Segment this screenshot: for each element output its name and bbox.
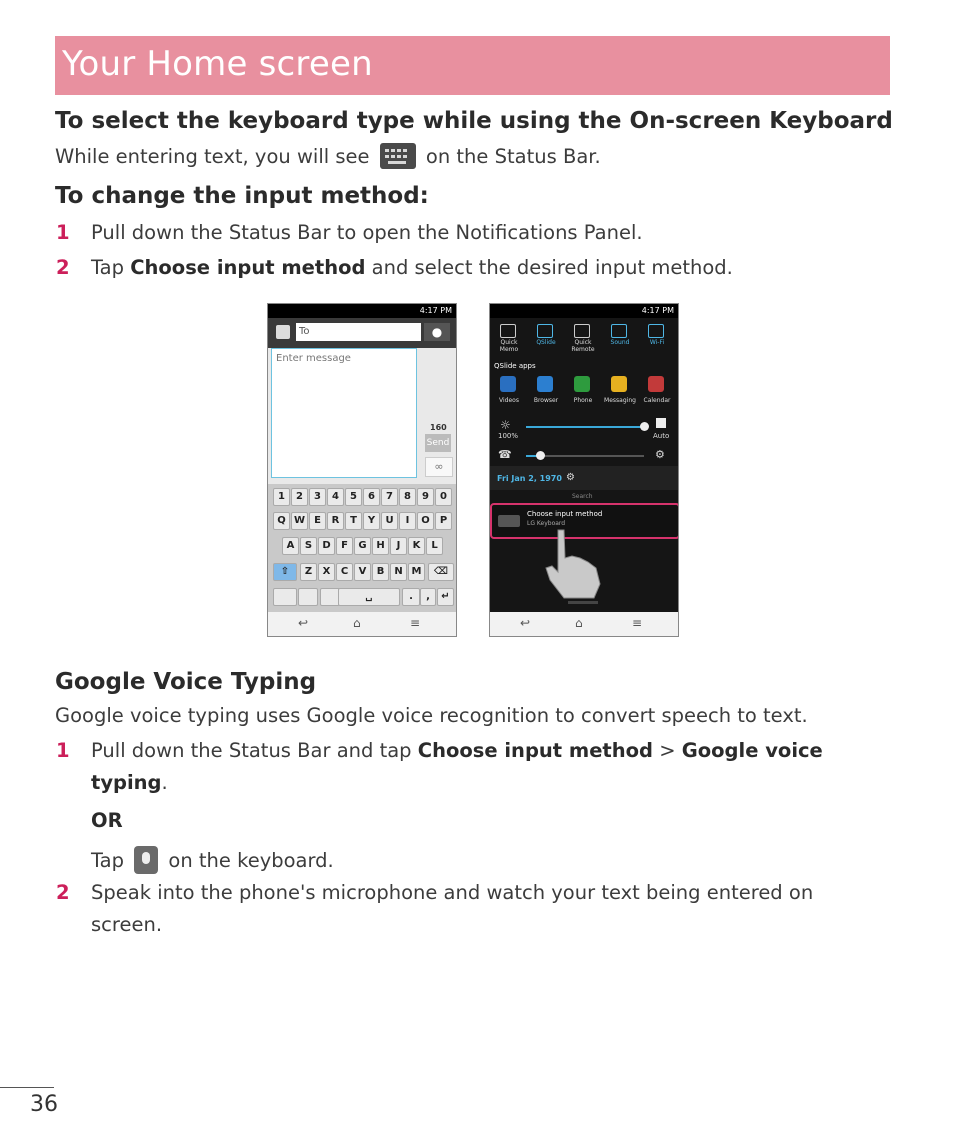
char-counter: 160 xyxy=(430,423,447,432)
quick-setting-icon[interactable] xyxy=(648,324,664,338)
step-text xyxy=(91,256,733,279)
key-f[interactable]: F xyxy=(336,537,353,555)
key-n[interactable]: N xyxy=(390,563,407,581)
app-label: Calendar xyxy=(643,397,671,404)
brightness-slider[interactable] xyxy=(526,426,644,428)
step-text-bold: Google voice xyxy=(681,739,823,762)
voice-typing-intro: Google voice typing uses Google voice recognition to convert speech to text. xyxy=(55,704,808,727)
home-icon[interactable]: ⌂ xyxy=(575,616,583,630)
brightness-thumb[interactable] xyxy=(640,422,649,431)
home-icon[interactable]: ⌂ xyxy=(353,616,361,630)
app-calendar-icon[interactable] xyxy=(648,376,664,392)
tap-text-post: on the keyboard. xyxy=(168,849,334,872)
date-settings-icon[interactable]: ⚙ xyxy=(566,472,575,483)
date-text: Fri Jan 2, 1970 xyxy=(497,474,562,483)
key-2[interactable]: 2 xyxy=(291,488,308,506)
key-b[interactable]: B xyxy=(372,563,389,581)
key-0[interactable]: 0 xyxy=(435,488,452,506)
settings-icon[interactable]: ⚙ xyxy=(655,448,665,461)
app-label: Phone xyxy=(573,397,593,404)
status-bar: 4:17 PM xyxy=(268,304,456,318)
comma-key[interactable]: , xyxy=(420,588,436,606)
brightness-icon: ☼ xyxy=(500,418,511,432)
step-text-separator: > xyxy=(659,739,676,762)
key-1[interactable]: 1 xyxy=(273,488,290,506)
step-text-cont xyxy=(91,771,168,794)
panel-handle[interactable] xyxy=(568,601,598,604)
notifications-screenshot xyxy=(489,303,679,637)
voice-input-key[interactable] xyxy=(320,588,340,606)
notification-subtitle: LG Keyboard xyxy=(527,520,566,527)
or-label: OR xyxy=(91,809,123,832)
key-r[interactable]: R xyxy=(327,512,344,530)
step-number: 1 xyxy=(56,739,70,762)
step-number: 2 xyxy=(56,256,70,279)
key-7[interactable]: 7 xyxy=(381,488,398,506)
quick-setting-label: QSlide xyxy=(536,339,556,346)
footer-rule xyxy=(0,1087,54,1088)
keyboard-type-text xyxy=(55,143,601,169)
space-key[interactable]: ␣ xyxy=(338,588,400,606)
input-method-heading: To change the input method: xyxy=(55,183,429,209)
key-z[interactable]: Z xyxy=(300,563,317,581)
keyboard-notif-icon xyxy=(498,515,520,527)
step-text: Pull down the Status Bar to open the Notifications Panel. xyxy=(91,221,643,244)
keyboard-type-heading: To select the keyboard type while using the On-screen Keyboard xyxy=(55,108,893,134)
app-videos-icon[interactable] xyxy=(500,376,516,392)
backspace-key[interactable]: ⌫ xyxy=(428,563,454,581)
quick-setting-label: Wi-Fi xyxy=(649,339,665,346)
key-h[interactable]: H xyxy=(372,537,389,555)
app-phone-icon[interactable] xyxy=(574,376,590,392)
back-icon[interactable]: ↩ xyxy=(520,616,531,630)
page-title: Your Home screen xyxy=(62,44,373,84)
key-4[interactable]: 4 xyxy=(327,488,344,506)
voice-typing-heading: Google Voice Typing xyxy=(55,669,317,695)
quick-setting-icon[interactable] xyxy=(537,324,553,338)
emoji-key[interactable] xyxy=(298,588,318,606)
auto-brightness-checkbox[interactable] xyxy=(656,418,666,428)
key-o[interactable]: O xyxy=(417,512,434,530)
step-text: Speak into the phone's microphone and watch your text being entered on xyxy=(91,881,814,904)
step-number: 1 xyxy=(56,221,70,244)
send-button[interactable]: Send xyxy=(425,434,451,452)
add-contact-icon[interactable]: ● xyxy=(424,323,450,341)
key-e[interactable]: E xyxy=(309,512,326,530)
menu-icon[interactable]: ≡ xyxy=(632,616,643,630)
page-number: 36 xyxy=(30,1092,58,1117)
key-a[interactable]: A xyxy=(282,537,299,555)
message-input[interactable]: Enter message xyxy=(271,348,417,478)
to-field[interactable]: To xyxy=(296,323,421,341)
app-messaging-icon[interactable] xyxy=(611,376,627,392)
contact-list-icon[interactable] xyxy=(276,325,290,339)
tap-text-pre: Tap xyxy=(91,849,125,872)
microphone-icon xyxy=(134,846,158,874)
key-j[interactable]: J xyxy=(390,537,407,555)
back-icon[interactable]: ↩ xyxy=(298,616,309,630)
app-label: Videos xyxy=(499,397,519,404)
key-3[interactable]: 3 xyxy=(309,488,326,506)
key-d[interactable]: D xyxy=(318,537,335,555)
step-text-cont: screen. xyxy=(91,913,163,936)
menu-icon[interactable]: ≡ xyxy=(410,616,421,630)
key-y[interactable]: Y xyxy=(363,512,380,530)
key-s[interactable]: S xyxy=(300,537,317,555)
search-label: Search xyxy=(572,493,593,500)
keyboard-screenshot xyxy=(267,303,457,637)
quick-setting-label: Quick Memo xyxy=(499,339,519,353)
symbols-key[interactable] xyxy=(273,588,297,606)
quick-setting-label: Quick Remote xyxy=(571,339,595,353)
step-text-pre: Tap xyxy=(91,256,125,279)
key-q[interactable]: Q xyxy=(273,512,290,530)
key-p[interactable]: P xyxy=(435,512,452,530)
enter-key[interactable]: ↵ xyxy=(437,588,454,606)
key-6[interactable]: 6 xyxy=(363,488,380,506)
status-bar: 4:17 PM xyxy=(490,304,678,318)
keyboard-icon xyxy=(380,143,416,169)
step-text-post: and select the desired input method. xyxy=(371,256,733,279)
key-c[interactable]: C xyxy=(336,563,353,581)
app-browser-icon[interactable] xyxy=(537,376,553,392)
key-u[interactable]: U xyxy=(381,512,398,530)
key-t[interactable]: T xyxy=(345,512,362,530)
step-text xyxy=(91,739,823,762)
key-i[interactable]: I xyxy=(399,512,416,530)
quick-setting-icon[interactable] xyxy=(500,324,516,338)
quick-setting-icon[interactable] xyxy=(574,324,590,338)
step-text-bold: Choose input method xyxy=(417,739,653,762)
shift-key[interactable]: ⇧ xyxy=(273,563,297,581)
key-v[interactable]: V xyxy=(354,563,371,581)
key-w[interactable]: W xyxy=(291,512,308,530)
auto-brightness-label: Auto xyxy=(653,432,670,440)
key-l[interactable]: L xyxy=(426,537,443,555)
key-9[interactable]: 9 xyxy=(417,488,434,506)
app-label: Messaging xyxy=(604,397,636,404)
quick-setting-label: Sound xyxy=(610,339,630,346)
brightness-value: 100% xyxy=(498,432,519,440)
tap-mic-text xyxy=(91,846,334,874)
volume-thumb[interactable] xyxy=(536,451,545,460)
quick-setting-icon[interactable] xyxy=(611,324,627,338)
keyboard-type-text-post: on the Status Bar. xyxy=(425,145,601,168)
key-x[interactable]: X xyxy=(318,563,335,581)
step-text-pre: Pull down the Status Bar and tap xyxy=(91,739,412,762)
period-key[interactable]: . xyxy=(402,588,420,606)
key-8[interactable]: 8 xyxy=(399,488,416,506)
volume-icon: ☎ xyxy=(498,448,512,461)
nav-bar xyxy=(490,612,678,636)
step-text-bold: Choose input method xyxy=(130,256,366,279)
key-5[interactable]: 5 xyxy=(345,488,362,506)
nav-bar xyxy=(268,612,456,636)
notification-title: Choose input method xyxy=(527,510,603,518)
step-number: 2 xyxy=(56,881,70,904)
hand-tap-icon xyxy=(538,528,608,600)
key-g[interactable]: G xyxy=(354,537,371,555)
key-m[interactable]: M xyxy=(408,563,425,581)
app-label: Browser xyxy=(533,397,559,404)
keyboard-type-text-pre: While entering text, you will see xyxy=(55,145,370,168)
qslide-apps-label: QSlide apps xyxy=(494,362,536,370)
key-k[interactable]: K xyxy=(408,537,425,555)
step-text-bold: typing xyxy=(91,771,162,794)
step-text-end: . xyxy=(161,771,168,794)
attach-icon[interactable]: ∞ xyxy=(425,457,453,477)
